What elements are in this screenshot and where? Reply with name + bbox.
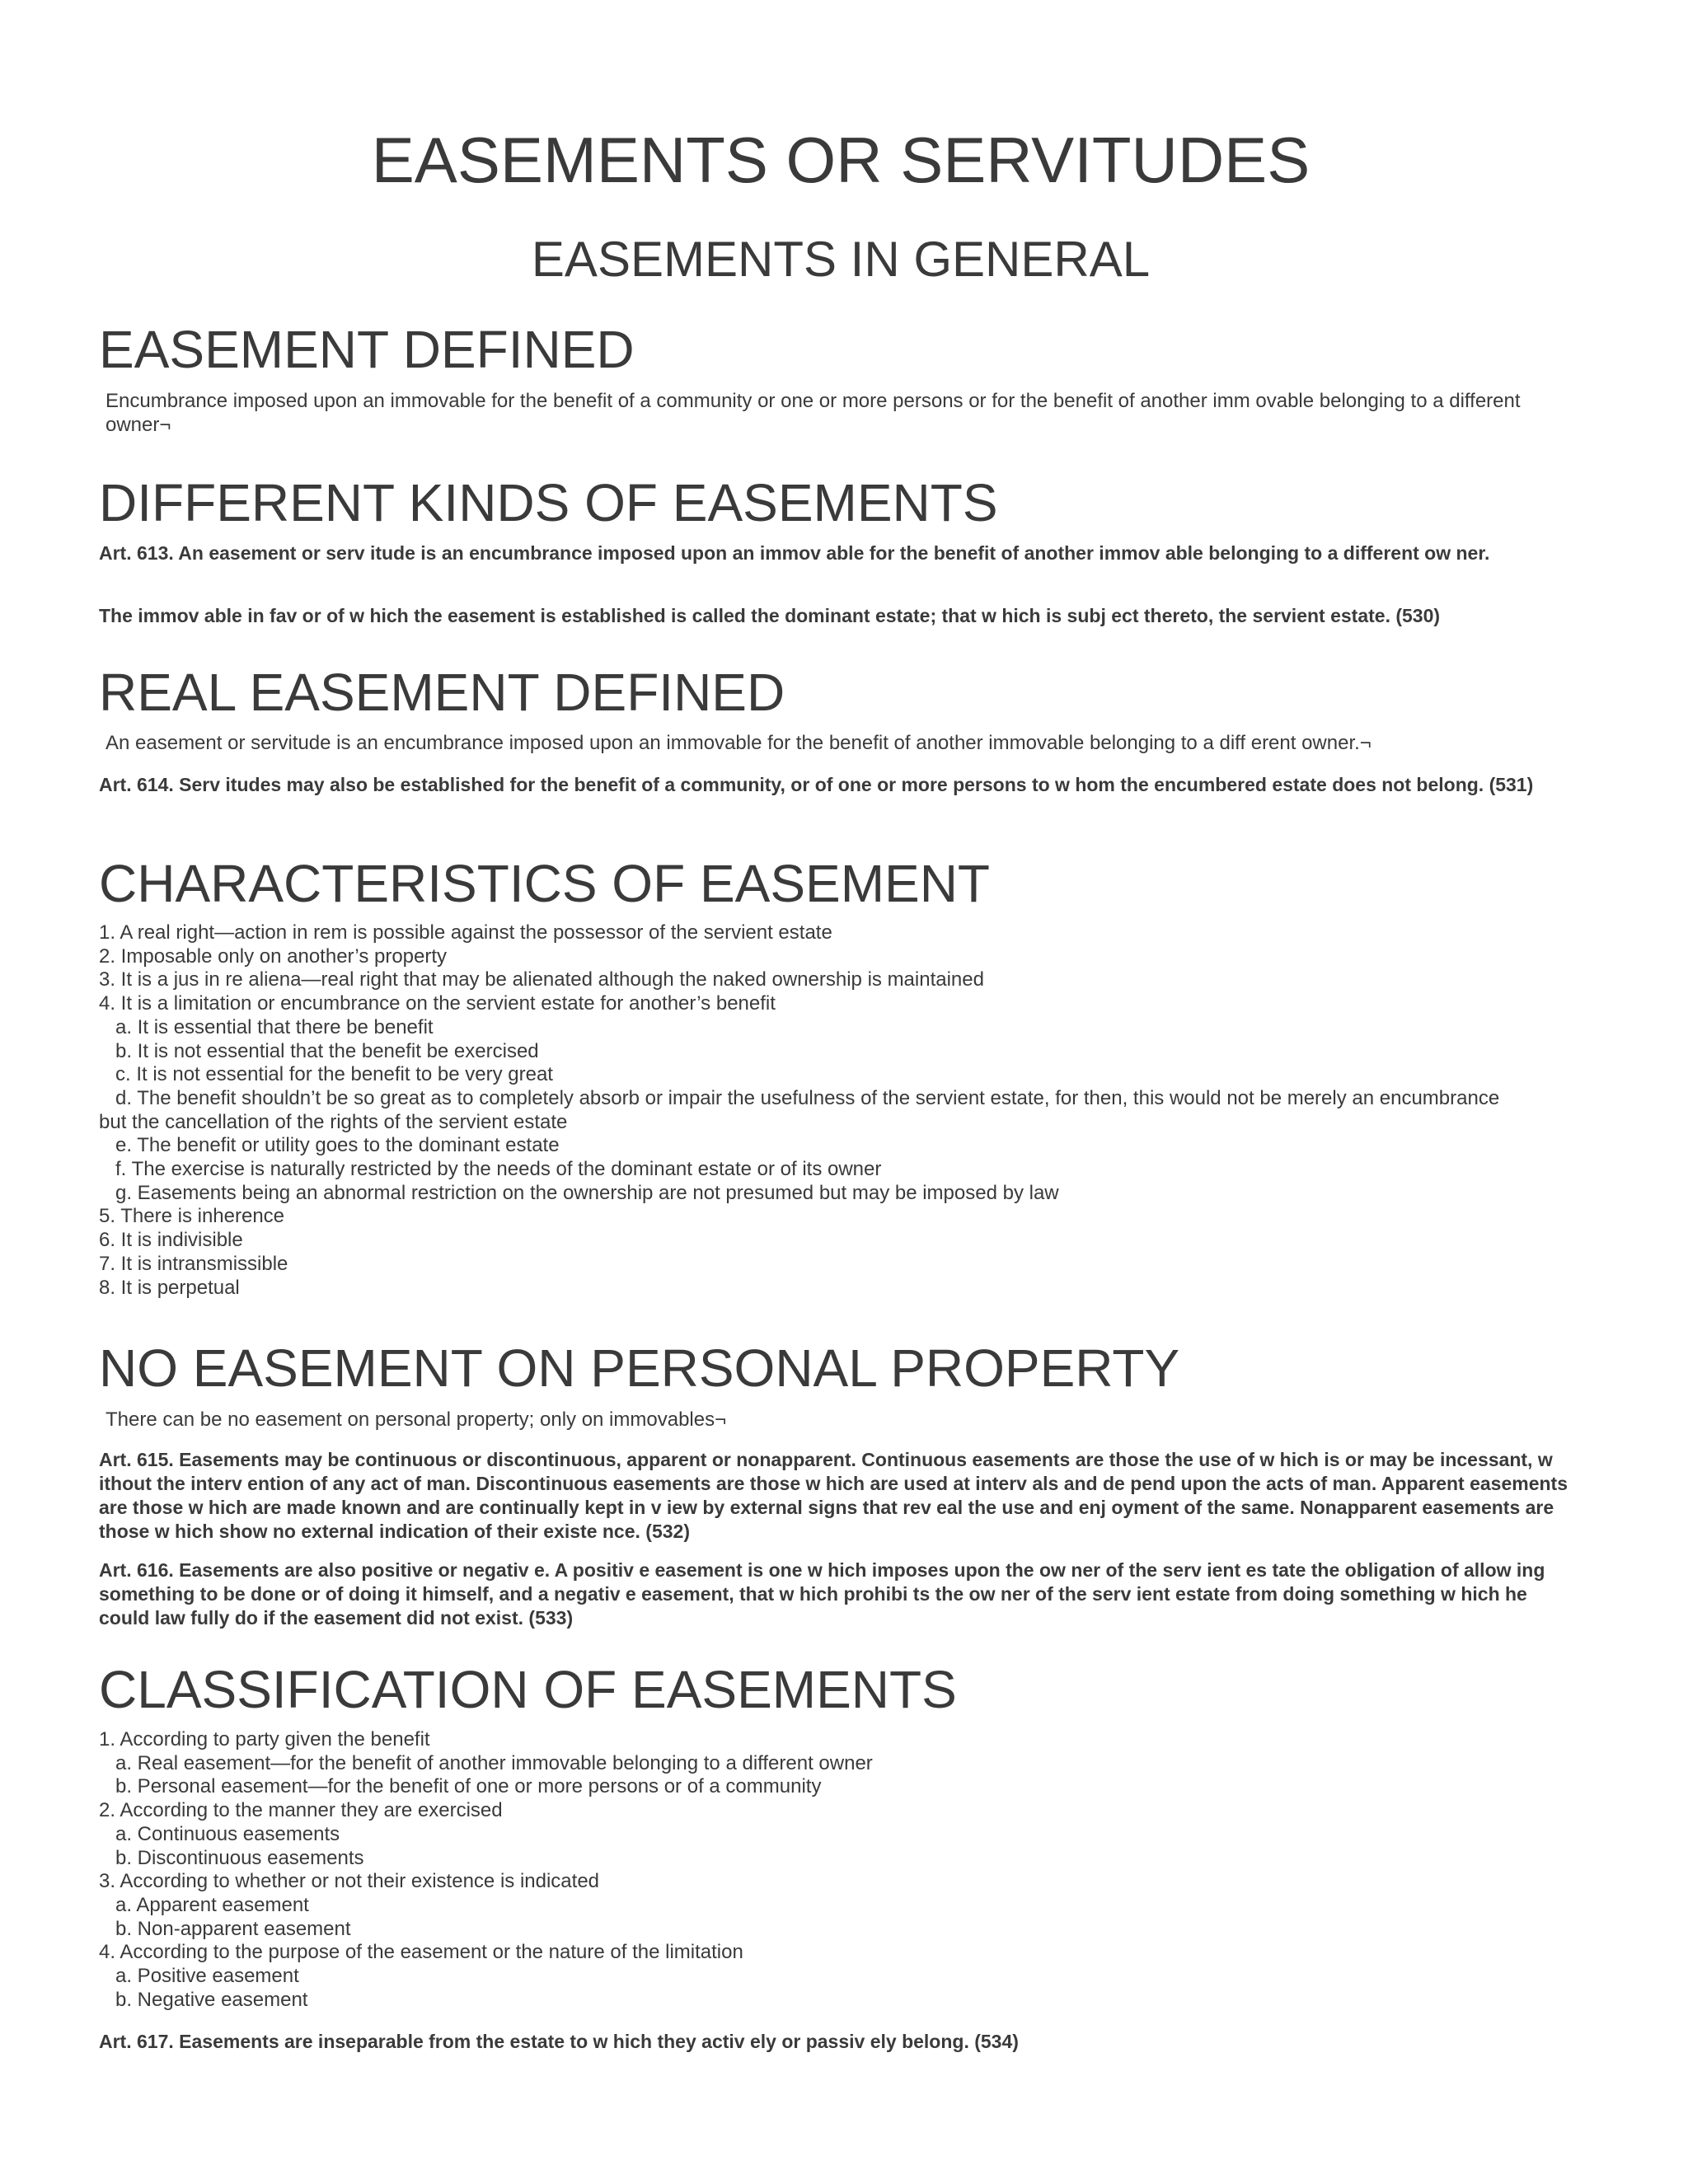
heading-classification: CLASSIFICATION OF EASEMENTS [99,1660,957,1719]
article-614-text: Art. 614. Serv itudes may also be established for the benefit of a community, or of one or more persons to w hom the encumbered estate does not belong. (531) [99,774,1534,795]
heading-characteristics: CHARACTERISTICS OF EASEMENT [99,854,990,913]
article-613-text: Art. 613. An easement or serv itude is an encumbrance imposed upon an immov able for the benefit of another immov able belonging to a different ow ner. [99,542,1490,564]
article-617-text: Art. 617. Easements are inseparable from the estate to w hich they activ ely or passiv ely belong. (534) [99,2031,1019,2052]
article-616-text: Art. 616. Easements are also positive or negativ e. A positiv e easement is one w hich imposes upon the ow ner of the serv ient es tate the obligation of allow ing something to be done or of doing it himself, and a negativ e easement, that w hich prohibi ts the ow ner of the serv ient estate from doing something w hich he could law fully do if the easement did not exist. (533) [99,1559,1545,1629]
list-item: b. It is not essential that the benefit be exercised [115,1039,539,1062]
list-item: e. The benefit or utility goes to the dominant estate [115,1134,560,1157]
document-subtitle: EASEMENTS IN GENERAL [531,232,1151,287]
heading-real-easement: REAL EASEMENT DEFINED [99,663,785,722]
list-item: but the cancellation of the rights of the servient estate [99,1110,568,1133]
list-item: b. Non-apparent easement [115,1917,351,1940]
classification-list [99,1728,1582,2012]
list-item: 5. There is inherence [99,1205,285,1228]
list-item: 4. It is a limitation or encumbrance on the servient estate for another’s benefit [99,992,776,1015]
characteristics-list [99,921,1582,1300]
article-615-text: Art. 615. Easements may be continuous or discontinuous, apparent or nonapparent. Continuous easements are those the use of w hich is or may be incessant, w ithout the interv ention of any act of man. Discontinuous easements are those w hich are used at interv als and de pend upon the acts of man. Apparent easements are those w hich are made known and are continually kept in v iew by external signs that rev eal the use and enj oyment of the same. Nonapparent easements are those w hich show no external indication of their existe nce. (532) [99,1449,1568,1542]
real-easement-text: An easement or servitude is an encumbrance imposed upon an immovable for the benefit of another immovable belonging to a diff erent owner.¬ [106,732,1372,754]
list-item: b. Discontinuous easements [115,1846,364,1869]
list-item: d. The benefit shouldn’t be so great as to completely absorb or impair the usefulness of the servient estate, for then, this would not be merely an encumbrance [115,1086,1500,1109]
document-title: EASEMENTS OR SERVITUDES [371,124,1311,196]
list-item: c. It is not essential for the benefit to be very great [115,1063,553,1086]
list-item: f. The exercise is naturally restricted by the needs of the dominant estate or of its owner [115,1158,882,1181]
list-item: 4. According to the purpose of the easement or the nature of the limitation [99,1941,743,1964]
list-item: a. It is essential that there be benefit [115,1015,434,1038]
list-item: 1. A real right—action in rem is possible against the possessor of the servient estate [99,921,832,944]
heading-different-kinds: DIFFERENT KINDS OF EASEMENTS [99,473,998,532]
list-item: b. Negative easement [115,1988,308,2011]
list-item: a. Positive easement [115,1965,299,1988]
list-item: 7. It is intransmissible [99,1252,288,1275]
list-item: a. Continuous easements [115,1822,340,1845]
heading-no-easement-personal: NO EASEMENT ON PERSONAL PROPERTY [99,1338,1180,1398]
list-item: 3. It is a jus in re aliena—real right that may be alienated although the naked ownership is maintained [99,968,984,991]
article-613-dominant-text: The immov able in fav or of w hich the easement is established is called the dominant estate; that w hich is subj ect thereto, the servient estate. (530) [99,605,1441,626]
personal-property-text: There can be no easement on personal property; only on immovables¬ [106,1408,727,1431]
list-item: a. Real easement—for the benefit of another immovable belonging to a different owner [115,1751,873,1774]
list-item: 3. According to whether or not their existence is indicated [99,1870,600,1893]
list-item: 2. Imposable only on another’s property [99,944,448,968]
list-item: 8. It is perpetual [99,1276,240,1299]
list-item: 6. It is indivisible [99,1229,243,1252]
list-item: b. Personal easement—for the benefit of one or more persons or of a community [115,1775,822,1798]
list-item: 2. According to the manner they are exercised [99,1799,503,1822]
list-item: a. Apparent easement [115,1893,309,1916]
list-item: 1. According to party given the benefit [99,1728,430,1750]
list-item: g. Easements being an abnormal restriction on the ownership are not presumed but may be imposed by law [115,1181,1059,1204]
easement-definition-text: Encumbrance imposed upon an immovable for the benefit of a community or one or more persons or for the benefit of another imm ovable belonging to a different owner¬ [106,390,1521,436]
heading-easement-defined: EASEMENT DEFINED [99,320,635,379]
